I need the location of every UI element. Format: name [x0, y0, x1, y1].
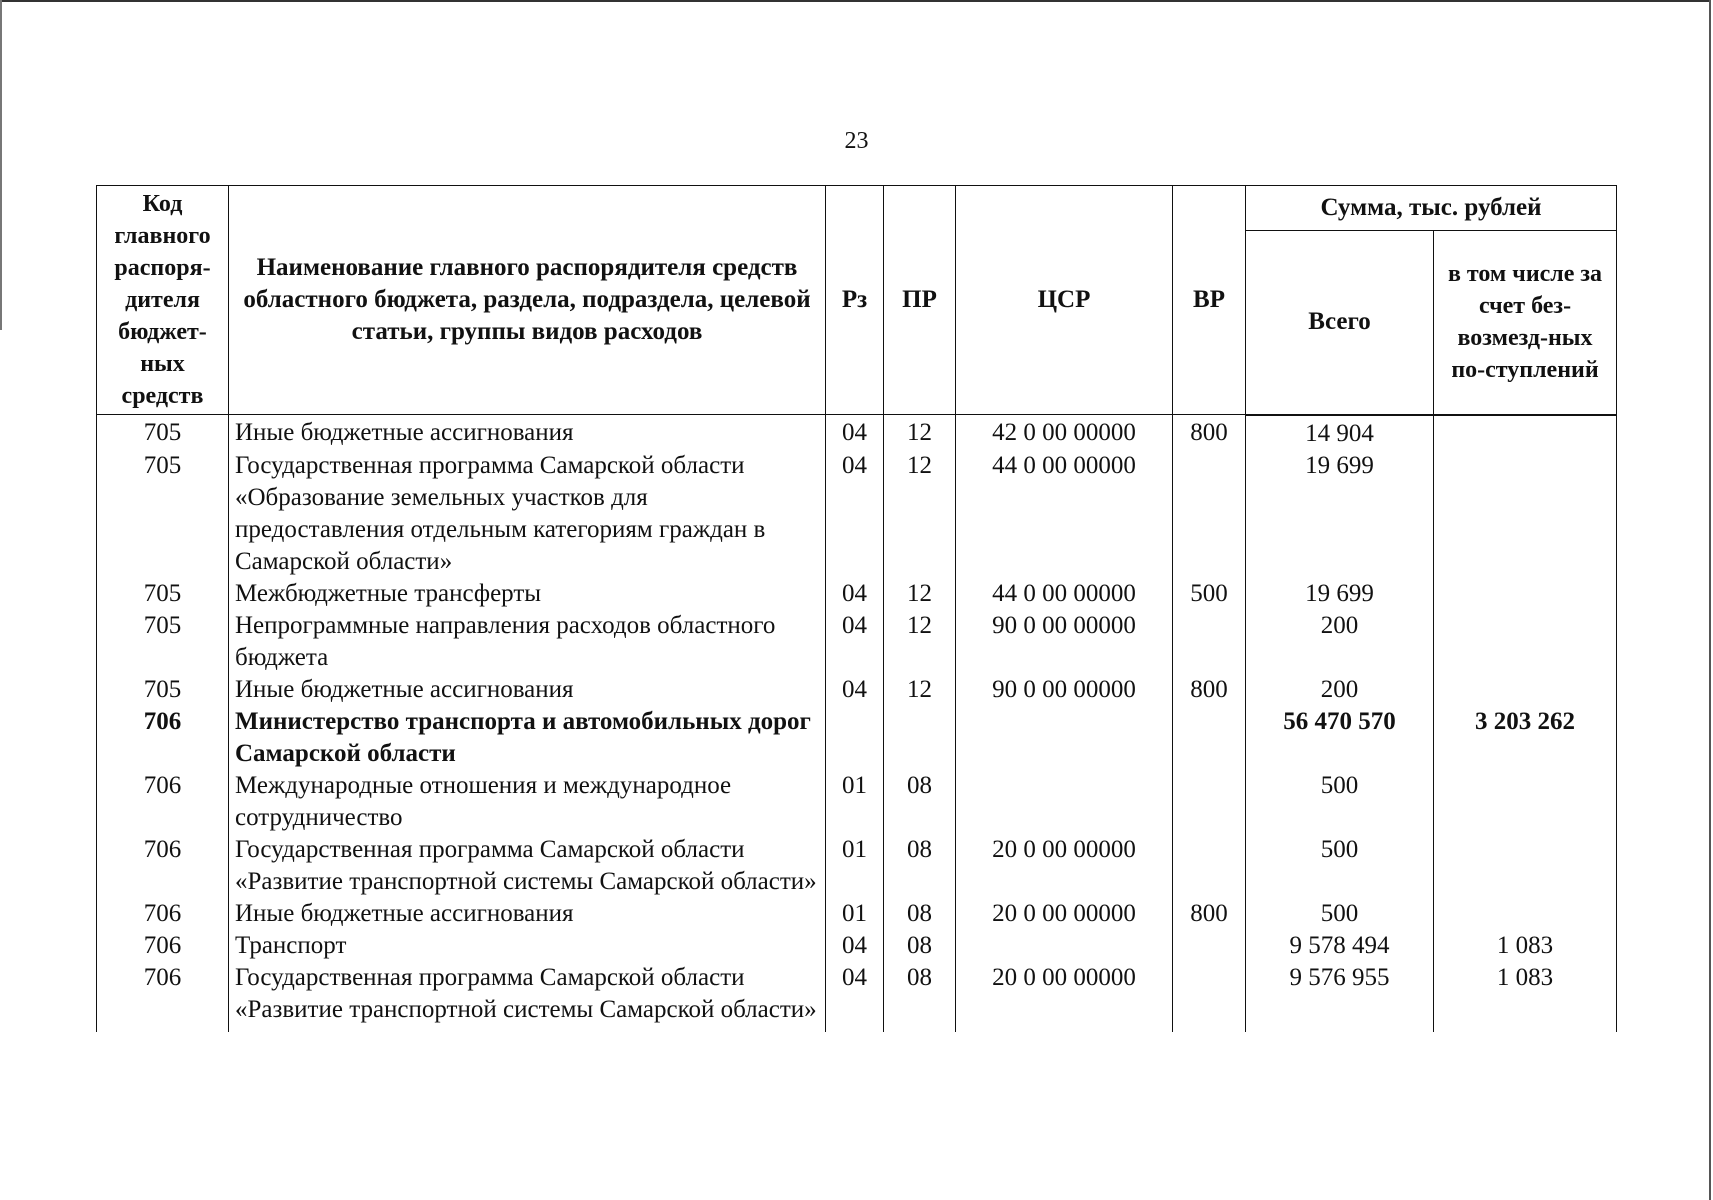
cell-grants: 1 083	[1434, 962, 1617, 1032]
table-row	[97, 450, 1617, 578]
cell-vr	[1173, 962, 1246, 1032]
cell-total: 500	[1246, 834, 1434, 898]
cell-vr	[1173, 930, 1246, 962]
table-body	[97, 415, 1617, 1032]
table-row	[97, 834, 1617, 898]
cell-pr: 08	[884, 770, 956, 834]
table-row	[97, 674, 1617, 706]
cell-csr: 20 0 00 00000	[956, 962, 1173, 1032]
cell-rz: 04	[826, 962, 884, 1032]
cell-csr: 42 0 00 00000	[956, 415, 1173, 450]
cell-csr: 20 0 00 00000	[956, 898, 1173, 930]
cell-code: 705	[97, 415, 229, 450]
header-vr: ВР	[1173, 186, 1246, 415]
cell-rz: 04	[826, 674, 884, 706]
cell-total: 9 576 955	[1246, 962, 1434, 1032]
cell-pr: 12	[884, 674, 956, 706]
cell-rz: 04	[826, 610, 884, 674]
cell-rz: 04	[826, 578, 884, 610]
cell-grants	[1434, 674, 1617, 706]
table-row	[97, 930, 1617, 962]
cell-csr: 90 0 00 00000	[956, 610, 1173, 674]
cell-csr: 44 0 00 00000	[956, 578, 1173, 610]
cell-grants	[1434, 610, 1617, 674]
cell-total: 9 578 494	[1246, 930, 1434, 962]
table-header	[97, 186, 1617, 415]
cell-rz: 01	[826, 834, 884, 898]
cell-vr: 500	[1173, 578, 1246, 610]
header-pr: ПР	[884, 186, 956, 415]
cell-pr: 12	[884, 415, 956, 450]
cell-pr: 12	[884, 578, 956, 610]
cell-pr: 08	[884, 962, 956, 1032]
cell-pr: 08	[884, 930, 956, 962]
cell-csr: 90 0 00 00000	[956, 674, 1173, 706]
cell-grants	[1434, 834, 1617, 898]
cell-name: Министерство транспорта и автомобильных дорог Самарской области	[229, 706, 826, 770]
cell-code: 705	[97, 610, 229, 674]
cell-code: 705	[97, 450, 229, 578]
cell-name: Иные бюджетные ассигнования	[229, 415, 826, 450]
page-top-edge	[2, 0, 1711, 2]
table-row	[97, 578, 1617, 610]
cell-code: 705	[97, 578, 229, 610]
header-code: Код главного распоря-дителя бюджет-ных средств	[97, 186, 229, 415]
cell-total: 19 699	[1246, 450, 1434, 578]
cell-total: 200	[1246, 674, 1434, 706]
table-row	[97, 962, 1617, 1032]
cell-code: 706	[97, 898, 229, 930]
table-row	[97, 415, 1617, 450]
cell-pr: 12	[884, 610, 956, 674]
cell-name: Иные бюджетные ассигнования	[229, 898, 826, 930]
cell-csr: 20 0 00 00000	[956, 834, 1173, 898]
cell-pr: 08	[884, 834, 956, 898]
cell-grants	[1434, 415, 1617, 450]
cell-grants	[1434, 578, 1617, 610]
cell-name: Государственная программа Самарской области «Образование земельных участков для предоставления отдельным категориям граждан в Самарской области»	[229, 450, 826, 578]
cell-grants	[1434, 450, 1617, 578]
cell-csr	[956, 930, 1173, 962]
cell-code: 705	[97, 674, 229, 706]
cell-name: Государственная программа Самарской области «Развитие транспортной системы Самарской области»	[229, 834, 826, 898]
cell-name: Транспорт	[229, 930, 826, 962]
table-row	[97, 770, 1617, 834]
cell-grants	[1434, 770, 1617, 834]
cell-grants	[1434, 898, 1617, 930]
cell-code: 706	[97, 930, 229, 962]
header-sum: Сумма, тыс. рублей	[1246, 186, 1617, 231]
cell-vr: 800	[1173, 898, 1246, 930]
cell-name: Международные отношения и международное сотрудничество	[229, 770, 826, 834]
header-name: Наименование главного распорядителя средств областного бюджета, раздела, подраздела, целевой статьи, группы видов расходов	[229, 186, 826, 415]
cell-vr	[1173, 610, 1246, 674]
cell-rz: 04	[826, 415, 884, 450]
cell-total: 56 470 570	[1246, 706, 1434, 770]
cell-pr: 12	[884, 450, 956, 578]
page-number: 23	[844, 128, 869, 154]
cell-total: 14 904	[1246, 415, 1434, 450]
cell-csr	[956, 706, 1173, 770]
page-left-edge	[0, 0, 2, 330]
cell-total: 500	[1246, 898, 1434, 930]
cell-vr: 800	[1173, 415, 1246, 450]
header-total: Всего	[1246, 231, 1434, 415]
cell-vr: 800	[1173, 674, 1246, 706]
header-csr: ЦСР	[956, 186, 1173, 415]
cell-code: 706	[97, 834, 229, 898]
header-rz: Рз	[826, 186, 884, 415]
table-row	[97, 898, 1617, 930]
cell-vr	[1173, 834, 1246, 898]
cell-name: Иные бюджетные ассигнования	[229, 674, 826, 706]
cell-vr	[1173, 706, 1246, 770]
cell-vr	[1173, 770, 1246, 834]
cell-csr: 44 0 00 00000	[956, 450, 1173, 578]
cell-vr	[1173, 450, 1246, 578]
cell-total: 19 699	[1246, 578, 1434, 610]
cell-code: 706	[97, 706, 229, 770]
cell-grants: 3 203 262	[1434, 706, 1617, 770]
cell-csr	[956, 770, 1173, 834]
cell-rz	[826, 706, 884, 770]
cell-pr	[884, 706, 956, 770]
cell-name: Межбюджетные трансферты	[229, 578, 826, 610]
cell-name: Непрограммные направления расходов областного бюджета	[229, 610, 826, 674]
table-row	[97, 610, 1617, 674]
header-grants: в том числе за счет без-возмезд-ных по-ступлений	[1434, 231, 1617, 415]
table-row	[97, 706, 1617, 770]
cell-code: 706	[97, 770, 229, 834]
budget-table	[96, 185, 1617, 1032]
cell-grants: 1 083	[1434, 930, 1617, 962]
cell-rz: 01	[826, 770, 884, 834]
cell-rz: 04	[826, 450, 884, 578]
cell-rz: 04	[826, 930, 884, 962]
cell-total: 500	[1246, 770, 1434, 834]
cell-name: Государственная программа Самарской области «Развитие транспортной системы Самарской области»	[229, 962, 826, 1032]
cell-rz: 01	[826, 898, 884, 930]
cell-code: 706	[97, 962, 229, 1032]
page-right-edge	[1709, 0, 1711, 1200]
cell-pr: 08	[884, 898, 956, 930]
cell-total: 200	[1246, 610, 1434, 674]
